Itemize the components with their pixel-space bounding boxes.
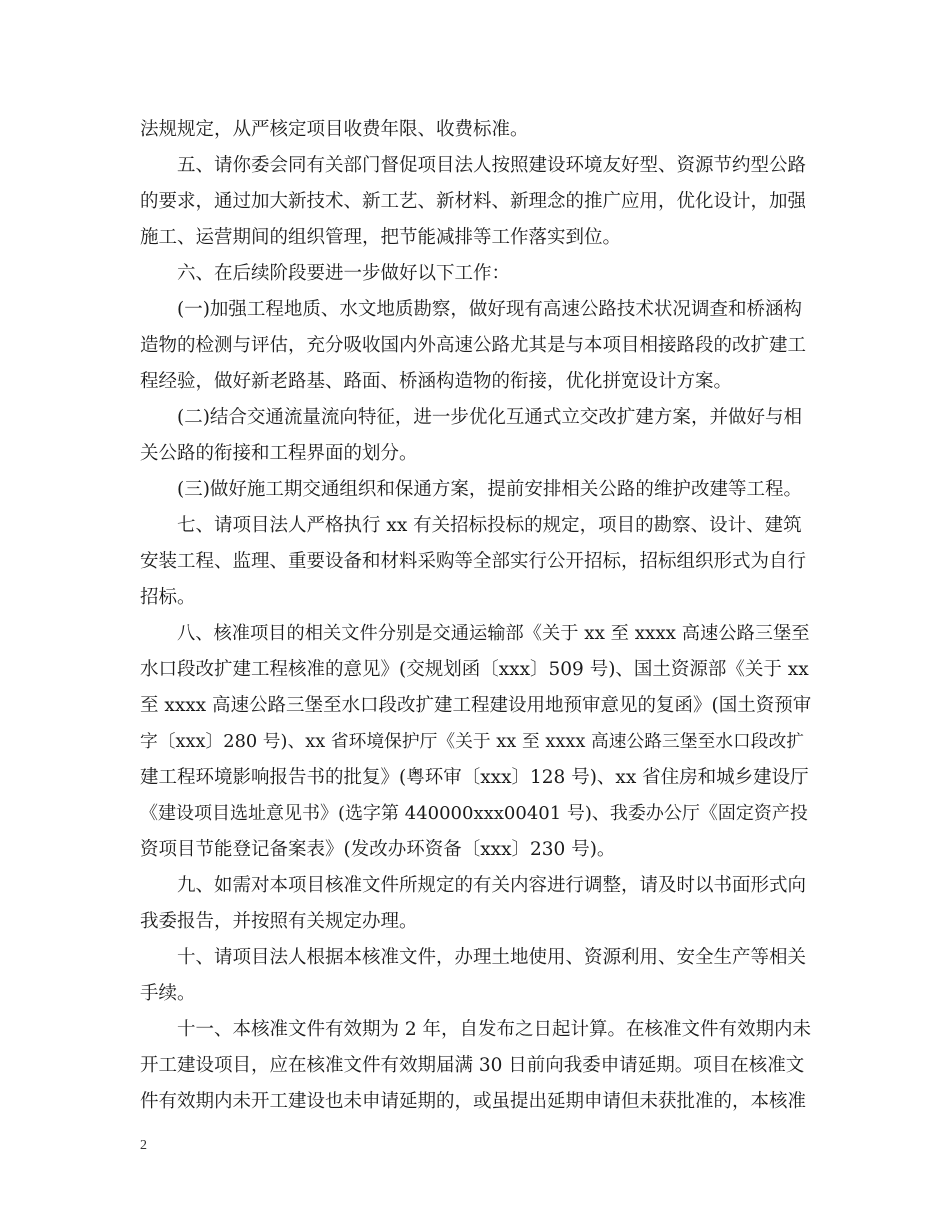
text-line: 法规规定，从严核定项目收费年限、收费标准。 <box>140 119 529 140</box>
text-line: 件有效期内未开工建设也未申请延期的，或虽提出延期申请但未获批准的，本核准 <box>140 1091 807 1112</box>
text-line: (三)做好施工期交通组织和保通方案，提前安排相关公路的维护改建等工程。 <box>177 479 802 500</box>
document-body <box>140 112 812 1120</box>
text-line: 六、在后续阶段要进一步做好以下工作： <box>177 263 511 284</box>
text-line: 五、请你委会同有关部门督促项目法人按照建设环境友好型、资源节约型公路 <box>177 155 807 176</box>
text-line: (一)加强工程地质、水文地质勘察，做好现有高速公路技术状况调查和桥涵构 <box>177 299 802 320</box>
text-line: 九、如需对本项目核准文件所规定的有关内容进行调整，请及时以书面形式向 <box>177 875 807 896</box>
text-line: 十、请项目法人根据本核准文件，办理土地使用、资源利用、安全生产等相关 <box>177 947 807 968</box>
text-line: 资项目节能登记备案表》(发改办环资备〔xxx〕230 号)。 <box>140 839 616 860</box>
page-number: 2 <box>140 1138 147 1153</box>
text-line: 建工程环境影响报告书的批复》(粤环审〔xxx〕128 号)、xx 省住房和城乡建设厅 <box>140 767 809 788</box>
text-line: (二)结合交通流量流向特征，进一步优化互通式立交改扩建方案，并做好与相 <box>177 407 802 428</box>
text-line: 十一、本核准文件有效期为 2 年，自发布之日起计算。在核准文件有效期内未 <box>177 1019 812 1040</box>
text-line: 手续。 <box>140 983 196 1004</box>
text-line: 字〔xxx〕280 号)、xx 省环境保护厅《关于 xx 至 xxxx 高速公路三堡至水口段改扩 <box>140 732 805 752</box>
text-line: 八、核准项目的相关文件分别是交通运输部《关于 xx 至 xxxx 高速公路三堡至 <box>177 623 810 644</box>
text-line: 造物的检测与评估，充分吸收国内外高速公路尤其是与本项目相接路段的改扩建工 <box>140 335 807 356</box>
text-line: 至 xxxx 高速公路三堡至水口段改扩建工程建设用地预审意见的复函》(国土资预审 <box>140 695 812 716</box>
text-line: 的要求，通过加大新技术、新工艺、新材料、新理念的推广应用，优化设计，加强 <box>140 191 807 212</box>
text-line: 程经验，做好新老路基、路面、桥涵构造物的衔接，优化拼宽设计方案。 <box>140 371 733 392</box>
text-line: 开工建设项目，应在核准文件有效期届满 30 日前向我委申请延期。项目在核准文 <box>140 1055 805 1076</box>
text-line: 招标。 <box>140 587 196 608</box>
text-line: 七、请项目法人严格执行 xx 有关招标投标的规定，项目的勘察、设计、建筑 <box>177 515 802 536</box>
text-line: 安装工程、监理、重要设备和材料采购等全部实行公开招标，招标组织形式为自行 <box>140 551 807 572</box>
text-line: 《建设项目选址意见书》(选字第 440000xxx00401 号)、我委办公厅《固定资产投 <box>140 803 808 824</box>
text-line: 我委报告，并按照有关规定办理。 <box>140 911 418 932</box>
text-line: 施工、运营期间的组织管理，把节能减排等工作落实到位。 <box>140 227 622 248</box>
text-line: 关公路的衔接和工程界面的划分。 <box>140 443 418 464</box>
text-line: 水口段改扩建工程核准的意见》(交规划函〔xxx〕509 号)、国土资源部《关于 xx <box>140 659 809 680</box>
